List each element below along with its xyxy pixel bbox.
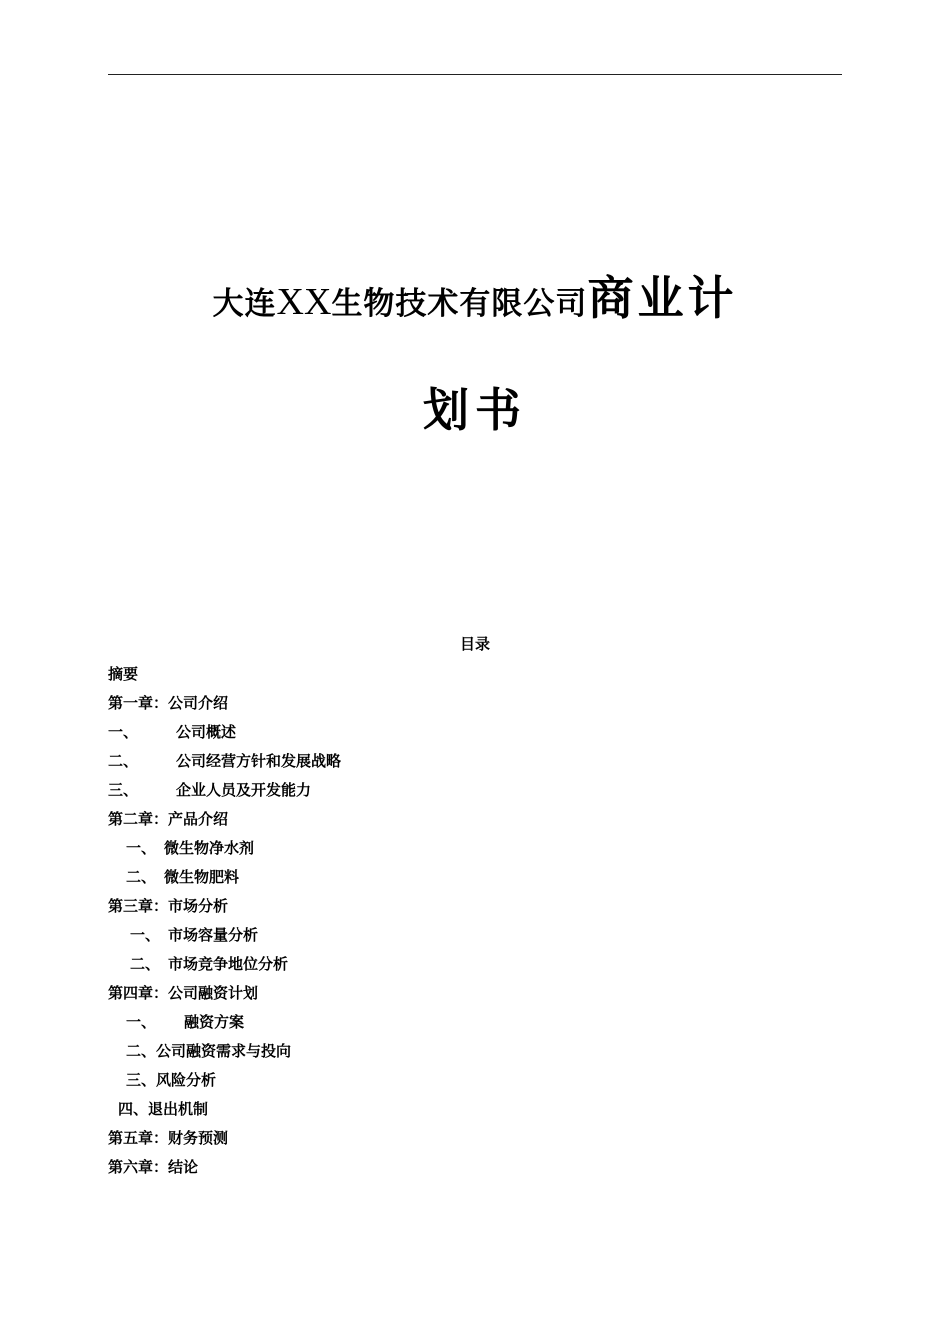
toc-entry-chapter-3: 第三章：市场分析: [108, 897, 229, 915]
toc-entry-1-3: [108, 776, 842, 805]
toc-entry-4-1: [108, 1008, 842, 1037]
toc-entry-chapter-4: 第四章：公司融资计划: [108, 984, 259, 1002]
toc-entry-number: 三、: [108, 781, 139, 799]
toc-entry-text: 微生物肥料: [164, 868, 240, 886]
toc-entry-chapter-5: 第五章：财务预测: [108, 1129, 229, 1147]
toc-entry-text: 微生物净水剂: [164, 839, 255, 857]
title-part-plan: 商业计: [587, 271, 738, 325]
toc-entry-abstract: 摘要: [108, 665, 139, 683]
toc-heading: 目录: [459, 635, 490, 653]
toc-entry-text: 市场容量分析: [168, 926, 259, 944]
toc-entry-number: 一、: [126, 839, 157, 857]
title-part-company: 生物技术有限公司: [331, 286, 588, 322]
document-title: [108, 271, 842, 437]
toc-entry-3-2: [108, 950, 842, 979]
title-line-2: 划书: [423, 383, 527, 437]
title-line-1: [108, 271, 842, 339]
table-of-contents: [108, 660, 842, 1182]
header-rule: [108, 74, 842, 75]
toc-entry-chapter-6: 第六章：结论: [108, 1158, 199, 1176]
toc-entry-text: 市场竞争地位分析: [168, 955, 289, 973]
toc-entry-text: 融资方案: [184, 1013, 245, 1031]
toc-entry-number: 一、: [126, 1013, 157, 1031]
toc-entry-text: 公司经营方针和发展战略: [176, 752, 342, 770]
toc-entry-chapter-1: 第一章：公司介绍: [108, 694, 229, 712]
toc-entry-2-2: [108, 863, 842, 892]
toc-entry-text: 企业人员及开发能力: [176, 781, 312, 799]
toc-entry-2-1: [108, 834, 842, 863]
toc-entry-number: 二、: [126, 868, 157, 886]
title-part-city: 大连: [212, 286, 277, 322]
toc-entry-4-2: 二、公司融资需求与投向: [126, 1042, 292, 1060]
toc-entry-1-1: [108, 718, 842, 747]
toc-entry-text: 公司概述: [176, 723, 237, 741]
toc-entry-number: 二、: [108, 752, 139, 770]
toc-entry-4-4: 四、退出机制: [118, 1100, 209, 1118]
toc-entry-1-2: [108, 747, 842, 776]
toc-entry-number: 一、: [130, 926, 161, 944]
toc-entry-chapter-2: 第二章：产品介绍: [108, 810, 229, 828]
toc-entry-3-1: [108, 921, 842, 950]
title-part-xx: XX: [276, 281, 332, 323]
toc-entry-number: 一、: [108, 723, 139, 741]
toc-entry-4-3: 三、风险分析: [126, 1071, 217, 1089]
toc-entry-number: 二、: [130, 955, 161, 973]
